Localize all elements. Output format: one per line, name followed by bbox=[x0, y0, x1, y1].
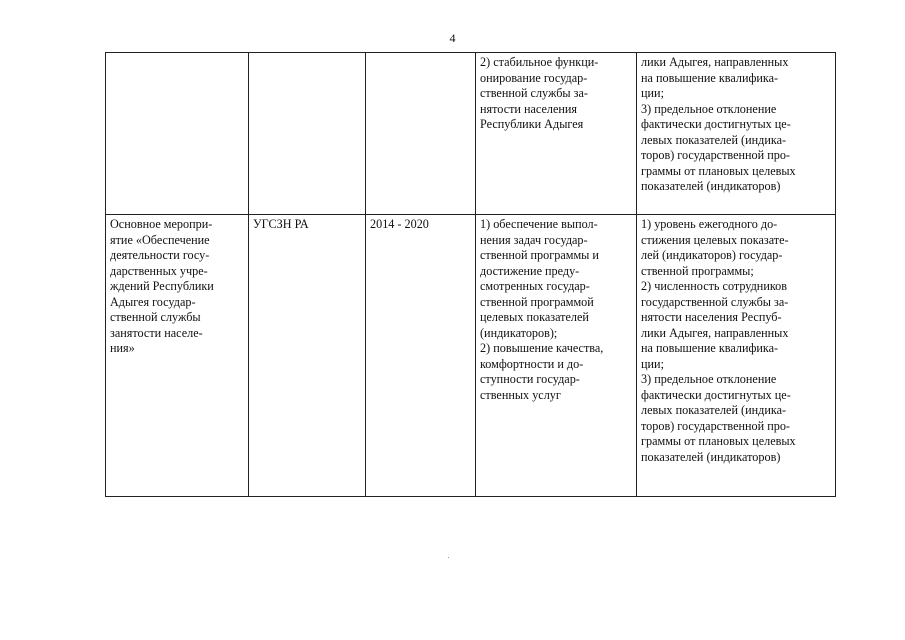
executor-cell bbox=[249, 53, 366, 215]
tasks-cell: 1) обеспечение выпол- нения задач государ- ственной программы и достижение преду- смотренных государ- ственной программой целевых показателей (индикаторов); 2) повышение качества, комфортности и до- ступности государ- ственных услуг bbox=[476, 215, 637, 497]
scan-speck bbox=[448, 557, 449, 558]
page-number: 4 bbox=[449, 31, 456, 45]
program-table bbox=[105, 52, 836, 497]
period-cell: 2014 - 2020 bbox=[366, 215, 476, 497]
table-row bbox=[106, 53, 836, 215]
indicators-cell: лики Адыгея, направленных на повышение квалифика- ции; 3) предельное отклонение фактически достигнутых це- левых показателей (индика- торов) государственной про- граммы от плановых целевых показателей (индикаторов) bbox=[637, 53, 836, 215]
tasks-cell: 2) стабильное функци- онирование государ- ственной службы за- нятости населения Республики Адыгея bbox=[476, 53, 637, 215]
event-cell bbox=[106, 53, 249, 215]
indicators-cell: 1) уровень ежегодного до- стижения целевых показате- лей (индикаторов) государ- ственной программы; 2) численность сотрудников государственной службы за- нятости населения Респуб- лики Адыгея, направленных на повышение квалифика- ции; 3) предельное отклонение фактически достигнутых це- левых показателей (индика- торов) государственной про- граммы от плановых целевых показателей (индикаторов) bbox=[637, 215, 836, 497]
executor-cell: УГСЗН РА bbox=[249, 215, 366, 497]
period-cell bbox=[366, 53, 476, 215]
event-cell: Основное меропри- ятие «Обеспечение деятельности госу- дарственных учре- ждений Республики Адыгея государ- ственной службы занятости населе- ния» bbox=[106, 215, 249, 497]
table-row bbox=[106, 215, 836, 497]
